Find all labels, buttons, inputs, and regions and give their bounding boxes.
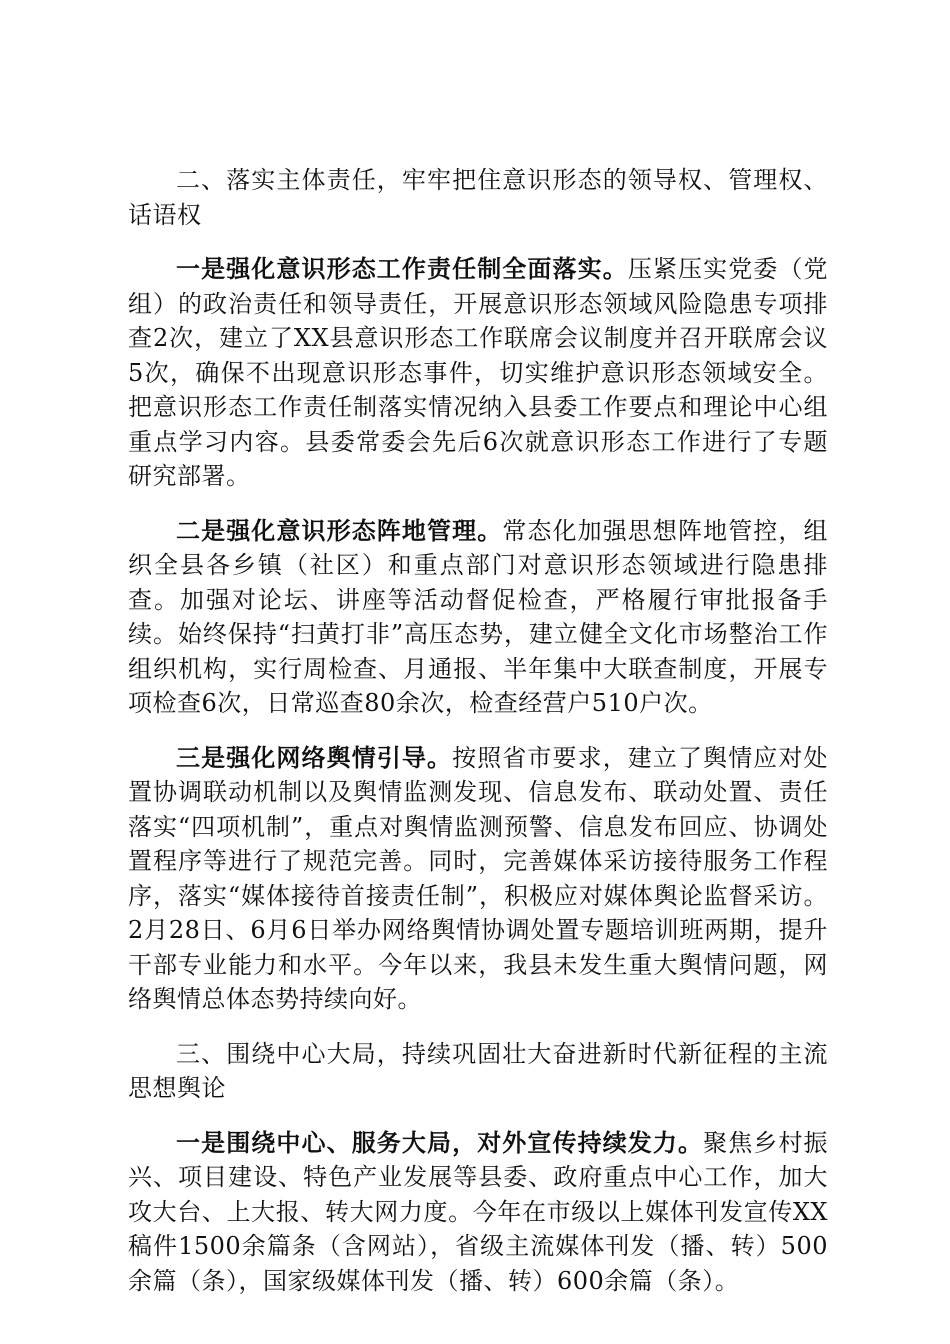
- paragraph-text: 按照省市要求，建立了舆情应对处置协调联动机制以及舆情监测发现、信息发布、联动处置、责任落实“四项机制”，重点对舆情监测预警、信息发布回应、协调处置程序等进行了规范完善。同时，完善媒体采访接待服务工作程序，落实“媒体接待首接责任制”，积极应对媒体舆论监督采访。2月28日、6月6日举办网络舆情协调处置专题培训班两期，提升干部专业能力和水平。今年以来，我县未发生重大舆情问题，网络舆情总体态势持续向好。: [128, 743, 829, 1013]
- paragraph-text: 常态化加强思想阵地管控，组织全县各乡镇（社区）和重点部门对意识形态领域进行隐患排查。加强对论坛、讲座等活动督促检查，严格履行审批报备手续。始终保持“扫黄打非”高压态势，建立健全文化市场整治工作组织机构，实行周检查、月通报、半年集中大联查制度，开展专项检查6次，日常巡查80余次，检查经营户510户次。: [128, 516, 829, 717]
- paragraph-lead: 一是强化意识形态工作责任制全面落实。: [176, 254, 628, 283]
- paragraph-lead: 三是强化网络舆情引导。: [176, 742, 453, 772]
- paragraph-text: 压紧压实党委（党组）的政治责任和领导责任，开展意识形态领域风险隐患专项排查2次，建立了XX县意识形态工作联席会议制度并召开联席会议5次，确保不出现意识形态事件，切实维护意识形态领域安全。把意识形态工作责任制落实情况纳入县委工作要点和理论中心组重点学习内容。县委常委会先后6次就意识形态工作进行了专题研究部署。: [128, 255, 829, 490]
- paragraph-text: 聚焦乡村振兴、项目建设、特色产业发展等县委、政府重点中心工作，加大攻大台、上大报、转大网力度。今年在市级以上媒体刊发宣传XX稿件1500余篇条（含网站），省级主流媒体刊发（播、转）500余篇（条），国家级媒体刊发（播、转）600余篇（条）。: [128, 1128, 829, 1295]
- paragraph-position-management: [128, 514, 828, 721]
- section-heading-2: [128, 163, 828, 232]
- section-heading-3: [128, 1037, 828, 1106]
- section-heading-3-text: 三、围绕中心大局，持续巩固壮大奋进新时代新征程的主流思想舆论: [128, 1039, 828, 1102]
- paragraph-external-publicity: [128, 1126, 828, 1299]
- section-heading-2-text: 二、落实主体责任，牢牢把住意识形态的领导权、管理权、话语权: [128, 166, 828, 229]
- paragraph-responsibility: [128, 252, 828, 494]
- paragraph-online-opinion: [128, 741, 828, 1017]
- paragraph-lead: 一是围绕中心、服务大局，对外宣传持续发力。: [176, 1127, 704, 1157]
- paragraph-lead: 二是强化意识形态阵地管理。: [176, 515, 503, 545]
- document-page: [128, 163, 828, 1318]
